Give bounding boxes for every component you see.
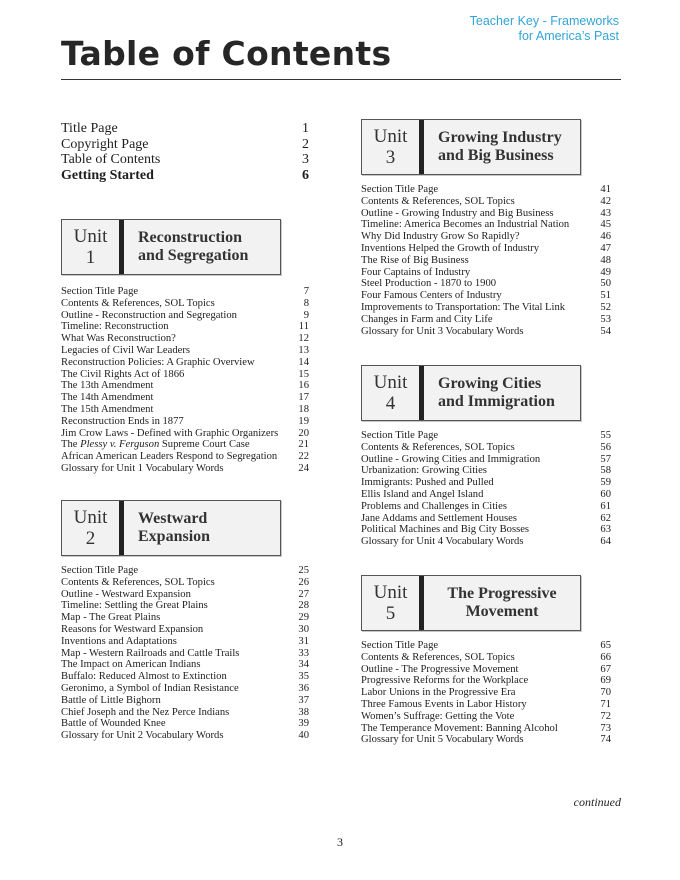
- toc-entry-page: 66: [600, 651, 611, 663]
- intro-row-page: 3: [302, 152, 309, 168]
- toc-entry-label: The Civil Rights Act of 1866: [61, 368, 185, 380]
- toc-entry-label: The 15th Amendment: [61, 403, 154, 415]
- toc-entry[interactable]: [361, 255, 611, 267]
- toc-entry-page: 9: [303, 309, 309, 321]
- toc-entry[interactable]: [61, 298, 309, 310]
- intro-row-page: 6: [302, 168, 309, 184]
- toc-entry-page: 24: [298, 462, 309, 474]
- unit-title-line-2: Movement: [465, 603, 539, 620]
- intro-row-page: 1: [302, 121, 309, 136]
- toc-entry-page: 64: [600, 536, 611, 548]
- unit-number: 1: [85, 247, 96, 268]
- toc-entry[interactable]: [361, 513, 611, 525]
- toc-entry-page: 35: [298, 671, 309, 683]
- toc-entry-page: 72: [600, 710, 611, 722]
- unit-title-line-2: and Segregation: [138, 247, 249, 264]
- toc-entry[interactable]: [361, 501, 611, 513]
- toc-entry-page: 53: [600, 313, 611, 325]
- toc-entry[interactable]: [361, 536, 611, 548]
- toc-entry-label: The 14th Amendment: [61, 392, 154, 404]
- toc-entry-label: Geronimo, a Symbol of Indian Resistance: [61, 682, 239, 694]
- unit-title: [424, 366, 580, 420]
- unit-number: 4: [385, 393, 396, 414]
- toc-entry[interactable]: [61, 695, 309, 707]
- teacher-key-line-1: Teacher Key - Frameworks: [469, 14, 619, 28]
- toc-entry-label: Buffalo: Reduced Almost to Extinction: [61, 671, 227, 683]
- unit-number-block: [62, 501, 124, 555]
- toc-entry-page: 14: [298, 356, 309, 368]
- toc-entry-page: 8: [303, 297, 309, 309]
- unit-1-contents: [61, 286, 309, 475]
- unit-title-line-1: Westward: [138, 510, 208, 527]
- toc-entry[interactable]: [361, 465, 611, 477]
- toc-entry-page: 13: [298, 344, 309, 356]
- toc-entry-page: 41: [600, 184, 611, 195]
- toc-entry-label: Contents & References, SOL Topics: [361, 651, 515, 663]
- toc-entry-page: 22: [298, 451, 309, 463]
- toc-entry-page: 18: [298, 403, 309, 415]
- title-divider: [61, 79, 621, 80]
- toc-entry-label: Contents & References, SOL Topics: [361, 441, 515, 453]
- toc-entry[interactable]: [61, 357, 309, 369]
- intro-row-page: 2: [302, 136, 309, 152]
- toc-entry-label: Outline - Growing Industry and Big Business: [361, 207, 554, 219]
- toc-entry[interactable]: [361, 454, 611, 466]
- toc-entry[interactable]: [61, 565, 309, 577]
- toc-entry-page: 50: [600, 278, 611, 290]
- toc-entry[interactable]: [361, 711, 611, 723]
- unit-5-contents: [361, 640, 611, 746]
- toc-entry-label: Battle of Little Bighorn: [61, 694, 161, 706]
- toc-entry[interactable]: [61, 463, 309, 475]
- toc-entry-page: 67: [600, 663, 611, 675]
- toc-entry-label: Outline - Growing Cities and Immigration: [361, 453, 541, 465]
- toc-entry-label: Glossary for Unit 1 Vocabulary Words: [61, 462, 224, 474]
- unit-3-contents: [361, 184, 611, 337]
- toc-entry-label: Why Did Industry Grow So Rapidly?: [361, 231, 520, 243]
- toc-entry-label: Timeline: America Becomes an Industrial Nation: [361, 219, 570, 231]
- toc-entry-label: Map - Western Railroads and Cattle Trails: [61, 647, 240, 659]
- toc-entry-page: 36: [298, 682, 309, 694]
- toc-entry-label: Urbanization: Growing Cities: [361, 465, 487, 477]
- toc-entry[interactable]: [361, 675, 611, 687]
- toc-entry-page: 60: [600, 488, 611, 500]
- toc-entry[interactable]: [361, 477, 611, 489]
- toc-entry-label-italic: Plessy v. Ferguson: [80, 439, 160, 451]
- toc-entry-label: The 13th Amendment: [61, 380, 154, 392]
- toc-entry[interactable]: [361, 664, 611, 676]
- toc-entry-page: 70: [600, 687, 611, 699]
- toc-entry-label: Reconstruction Policies: A Graphic Overview: [61, 356, 255, 368]
- toc-entry-page: 57: [600, 453, 611, 465]
- intro-row-table-of-contents[interactable]: [61, 152, 309, 168]
- toc-entry[interactable]: [61, 286, 309, 298]
- toc-entry-label: Jim Crow Laws - Defined with Graphic Organizers: [61, 427, 279, 439]
- unit-5-header: [361, 575, 581, 631]
- toc-entry[interactable]: [361, 326, 611, 338]
- toc-entry-label-pre: The: [61, 439, 81, 451]
- toc-entry[interactable]: [61, 589, 309, 601]
- intro-row-label: Getting Started: [61, 168, 154, 184]
- toc-entry-page: 37: [298, 694, 309, 706]
- toc-entry[interactable]: [61, 612, 309, 624]
- intro-row-getting-started[interactable]: [61, 168, 309, 184]
- toc-entry[interactable]: [61, 707, 309, 719]
- unit-number-block: [362, 576, 424, 630]
- toc-entry[interactable]: [361, 734, 611, 746]
- unit-title-line-2: and Immigration: [438, 393, 555, 410]
- toc-entry-label: Political Machines and Big City Bosses: [361, 524, 530, 536]
- toc-entry-page: 56: [600, 441, 611, 453]
- unit-4-contents: [361, 430, 611, 548]
- unit-number: 2: [85, 528, 96, 549]
- toc-entry-label: Reconstruction Ends in 1877: [61, 415, 184, 427]
- unit-3-header: [361, 119, 581, 175]
- toc-entry-label: Steel Production - 1870 to 1900: [361, 278, 497, 290]
- toc-entry-page: 29: [298, 612, 309, 624]
- toc-entry-page: 11: [298, 321, 309, 333]
- toc-entry[interactable]: [361, 302, 611, 314]
- toc-entry-page: 26: [298, 576, 309, 588]
- unit-title-line-1: Growing Cities: [438, 375, 542, 392]
- toc-entry-page: 69: [600, 675, 611, 687]
- toc-entry-page: 45: [600, 219, 611, 231]
- toc-entry-page: 19: [298, 415, 309, 427]
- toc-entry-page: 63: [600, 524, 611, 536]
- toc-entry-page: 12: [298, 333, 309, 345]
- toc-entry[interactable]: [361, 314, 611, 326]
- toc-entry-page: 38: [298, 706, 309, 718]
- toc-entry-label: Four Famous Centers of Industry: [361, 290, 502, 302]
- toc-entry-label: Four Captains of Industry: [361, 266, 471, 278]
- unit-title-line-2: Expansion: [138, 528, 211, 545]
- toc-entry[interactable]: [61, 333, 309, 345]
- unit-title-line-1: Reconstruction: [138, 229, 242, 246]
- toc-entry[interactable]: [61, 380, 309, 392]
- toc-entry-page: 55: [600, 430, 611, 441]
- toc-entry-page: 62: [600, 512, 611, 524]
- toc-entry-label: Section Title Page: [61, 286, 139, 297]
- toc-entry-label: Outline - Reconstruction and Segregation: [61, 309, 237, 321]
- toc-entry-label: Ellis Island and Angel Island: [361, 488, 484, 500]
- toc-entry-page: 25: [298, 565, 309, 576]
- toc-entry-label: Three Famous Events in Labor History: [361, 698, 527, 710]
- toc-entry-label: Map - The Great Plains: [61, 612, 161, 624]
- unit-2-header: [61, 500, 281, 556]
- unit-title-line-1: Growing Industry: [438, 129, 562, 146]
- toc-entry[interactable]: [361, 267, 611, 279]
- toc-entry[interactable]: [361, 208, 611, 220]
- intro-list: [61, 121, 309, 184]
- unit-word: Unit: [73, 507, 108, 528]
- toc-entry-label: Reasons for Westward Expansion: [61, 623, 204, 635]
- toc-entry-page: 16: [298, 380, 309, 392]
- intro-row-label: Copyright Page: [61, 136, 149, 152]
- toc-entry[interactable]: [361, 184, 611, 196]
- toc-entry[interactable]: [61, 392, 309, 404]
- intro-row-title-page[interactable]: [61, 121, 309, 137]
- toc-entry-page: 40: [298, 730, 309, 742]
- unit-title: [424, 120, 580, 174]
- toc-entry-label: The Temperance Movement: Banning Alcohol: [361, 722, 558, 734]
- toc-entry-label: What Was Reconstruction?: [61, 333, 176, 345]
- toc-entry[interactable]: [361, 219, 611, 231]
- unit-word: Unit: [73, 226, 108, 247]
- toc-entry-label: [61, 439, 250, 451]
- toc-entry-page: 47: [600, 242, 611, 254]
- toc-entry-label: Glossary for Unit 5 Vocabulary Words: [361, 734, 524, 746]
- toc-entry[interactable]: [61, 416, 309, 428]
- toc-entry-label: Contents & References, SOL Topics: [61, 297, 215, 309]
- toc-entry-label: Immigrants: Pushed and Pulled: [361, 477, 494, 489]
- toc-entry[interactable]: [361, 489, 611, 501]
- unit-number-block: [362, 120, 424, 174]
- toc-entry-label: Section Title Page: [61, 565, 139, 576]
- toc-entry-label: Jane Addams and Settlement Houses: [361, 512, 517, 524]
- toc-entry[interactable]: [61, 310, 309, 322]
- toc-entry-label-post: Supreme Court Case: [159, 439, 250, 451]
- toc-entry[interactable]: [361, 442, 611, 454]
- page-title: Table of Contents: [61, 34, 392, 73]
- toc-entry[interactable]: [61, 428, 309, 440]
- unit-title: [424, 576, 580, 630]
- toc-entry-page: 42: [600, 195, 611, 207]
- toc-entry[interactable]: [361, 699, 611, 711]
- toc-entry[interactable]: [61, 648, 309, 660]
- toc-entry-label: Section Title Page: [361, 640, 439, 651]
- toc-entry-page: 73: [600, 722, 611, 734]
- toc-entry-label: Section Title Page: [361, 430, 439, 441]
- toc-entry[interactable]: [361, 687, 611, 699]
- toc-entry-page: 58: [600, 465, 611, 477]
- toc-entry[interactable]: [61, 730, 309, 742]
- toc-entry-page: 34: [298, 659, 309, 671]
- toc-entry-page: 49: [600, 266, 611, 278]
- intro-row-label: Table of Contents: [61, 152, 161, 168]
- unit-word: Unit: [373, 372, 408, 393]
- toc-entry-page: 43: [600, 207, 611, 219]
- unit-number: 3: [385, 147, 396, 168]
- toc-entry-page: 71: [600, 698, 611, 710]
- toc-entry-page: 46: [600, 231, 611, 243]
- intro-row-copyright-page[interactable]: [61, 137, 309, 153]
- toc-entry-label: Chief Joseph and the Nez Perce Indians: [61, 706, 230, 718]
- toc-entry-label: Women’s Suffrage: Getting the Vote: [361, 710, 515, 722]
- unit-title-line-1: The Progressive: [447, 585, 557, 602]
- toc-entry[interactable]: [61, 439, 309, 451]
- toc-entry-page: 28: [298, 600, 309, 612]
- toc-entry-label: Glossary for Unit 4 Vocabulary Words: [361, 536, 524, 548]
- toc-entry-label: Outline - Westward Expansion: [61, 588, 191, 600]
- unit-title-line-2: and Big Business: [438, 147, 554, 164]
- unit-title: [124, 501, 280, 555]
- toc-entry-page: 21: [298, 439, 309, 451]
- teacher-key-label: [359, 14, 619, 44]
- toc-entry[interactable]: [361, 524, 611, 536]
- toc-entry-page: 48: [600, 254, 611, 266]
- toc-entry-page: 54: [600, 325, 611, 337]
- toc-entry-page: 74: [600, 734, 611, 746]
- toc-entry-page: 51: [600, 290, 611, 302]
- unit-number: 5: [385, 603, 396, 624]
- toc-entry[interactable]: [61, 451, 309, 463]
- toc-entry[interactable]: [361, 640, 611, 652]
- toc-entry-label: Glossary for Unit 2 Vocabulary Words: [61, 730, 224, 742]
- toc-entry-page: 33: [298, 647, 309, 659]
- toc-entry-page: 59: [600, 477, 611, 489]
- toc-entry[interactable]: [61, 683, 309, 695]
- toc-entry-page: 30: [298, 623, 309, 635]
- toc-entry[interactable]: [61, 671, 309, 683]
- toc-entry-label: Labor Unions in the Progressive Era: [361, 687, 516, 699]
- toc-entry-label: Outline - The Progressive Movement: [361, 663, 519, 675]
- toc-entry-page: 27: [298, 588, 309, 600]
- toc-entry-page: 7: [303, 286, 309, 297]
- unit-4-header: [361, 365, 581, 421]
- toc-entry[interactable]: [361, 723, 611, 735]
- toc-entry-label: Inventions and Adaptations: [61, 635, 177, 647]
- unit-1-header: [61, 219, 281, 275]
- toc-entry[interactable]: [61, 321, 309, 333]
- toc-entry-page: 61: [600, 500, 611, 512]
- toc-entry-label: Progressive Reforms for the Workplace: [361, 675, 529, 687]
- toc-entry-label: Timeline: Settling the Great Plains: [61, 600, 208, 612]
- toc-entry-label: Section Title Page: [361, 184, 439, 195]
- toc-entry[interactable]: [61, 369, 309, 381]
- toc-entry[interactable]: [61, 636, 309, 648]
- toc-entry-page: 39: [298, 718, 309, 730]
- toc-entry-label: Problems and Challenges in Cities: [361, 500, 507, 512]
- intro-row-label: Title Page: [61, 121, 118, 136]
- toc-entry[interactable]: [361, 243, 611, 255]
- unit-word: Unit: [373, 582, 408, 603]
- toc-entry-label: Legacies of Civil War Leaders: [61, 344, 190, 356]
- toc-entry-label: Glossary for Unit 3 Vocabulary Words: [361, 325, 524, 337]
- toc-entry-page: 31: [298, 635, 309, 647]
- unit-2-contents: [61, 565, 309, 742]
- unit-word: Unit: [373, 126, 408, 147]
- toc-entry-label: The Impact on American Indians: [61, 659, 201, 671]
- teacher-key-line-2: for America’s Past: [518, 29, 619, 43]
- toc-entry-label: The Rise of Big Business: [361, 254, 469, 266]
- toc-entry-label: Improvements to Transportation: The Vital Link: [361, 301, 566, 313]
- toc-entry-label: Inventions Helped the Growth of Industry: [361, 242, 539, 254]
- unit-number-block: [362, 366, 424, 420]
- toc-entry-label: Contents & References, SOL Topics: [61, 576, 215, 588]
- toc-entry-page: 65: [600, 640, 611, 651]
- toc-entry-page: 15: [298, 368, 309, 380]
- unit-number-block: [62, 220, 124, 274]
- toc-entry[interactable]: [61, 404, 309, 416]
- toc-entry-label: African American Leaders Respond to Segregation: [61, 451, 278, 463]
- toc-entry[interactable]: [61, 624, 309, 636]
- continued-note: continued: [573, 795, 621, 809]
- toc-entry[interactable]: [361, 231, 611, 243]
- toc-entry-label: Timeline: Reconstruction: [61, 321, 169, 333]
- toc-entry[interactable]: [61, 600, 309, 612]
- toc-entry-page: 52: [600, 301, 611, 313]
- unit-title: [124, 220, 280, 274]
- toc-entry[interactable]: [61, 577, 309, 589]
- toc-entry-label: Contents & References, SOL Topics: [361, 195, 515, 207]
- toc-entry-label: Changes in Farm and City Life: [361, 313, 493, 325]
- toc-entry[interactable]: [361, 652, 611, 664]
- toc-entry[interactable]: [361, 290, 611, 302]
- toc-entry-page: 20: [298, 427, 309, 439]
- toc-entry[interactable]: [61, 718, 309, 730]
- toc-entry[interactable]: [61, 345, 309, 357]
- toc-entry-page: 17: [298, 392, 309, 404]
- toc-entry[interactable]: [61, 659, 309, 671]
- toc-entry[interactable]: [361, 430, 611, 442]
- page-number: 3: [337, 835, 343, 849]
- toc-entry[interactable]: [361, 196, 611, 208]
- toc-entry[interactable]: [361, 278, 611, 290]
- toc-entry-label: Battle of Wounded Knee: [61, 718, 166, 730]
